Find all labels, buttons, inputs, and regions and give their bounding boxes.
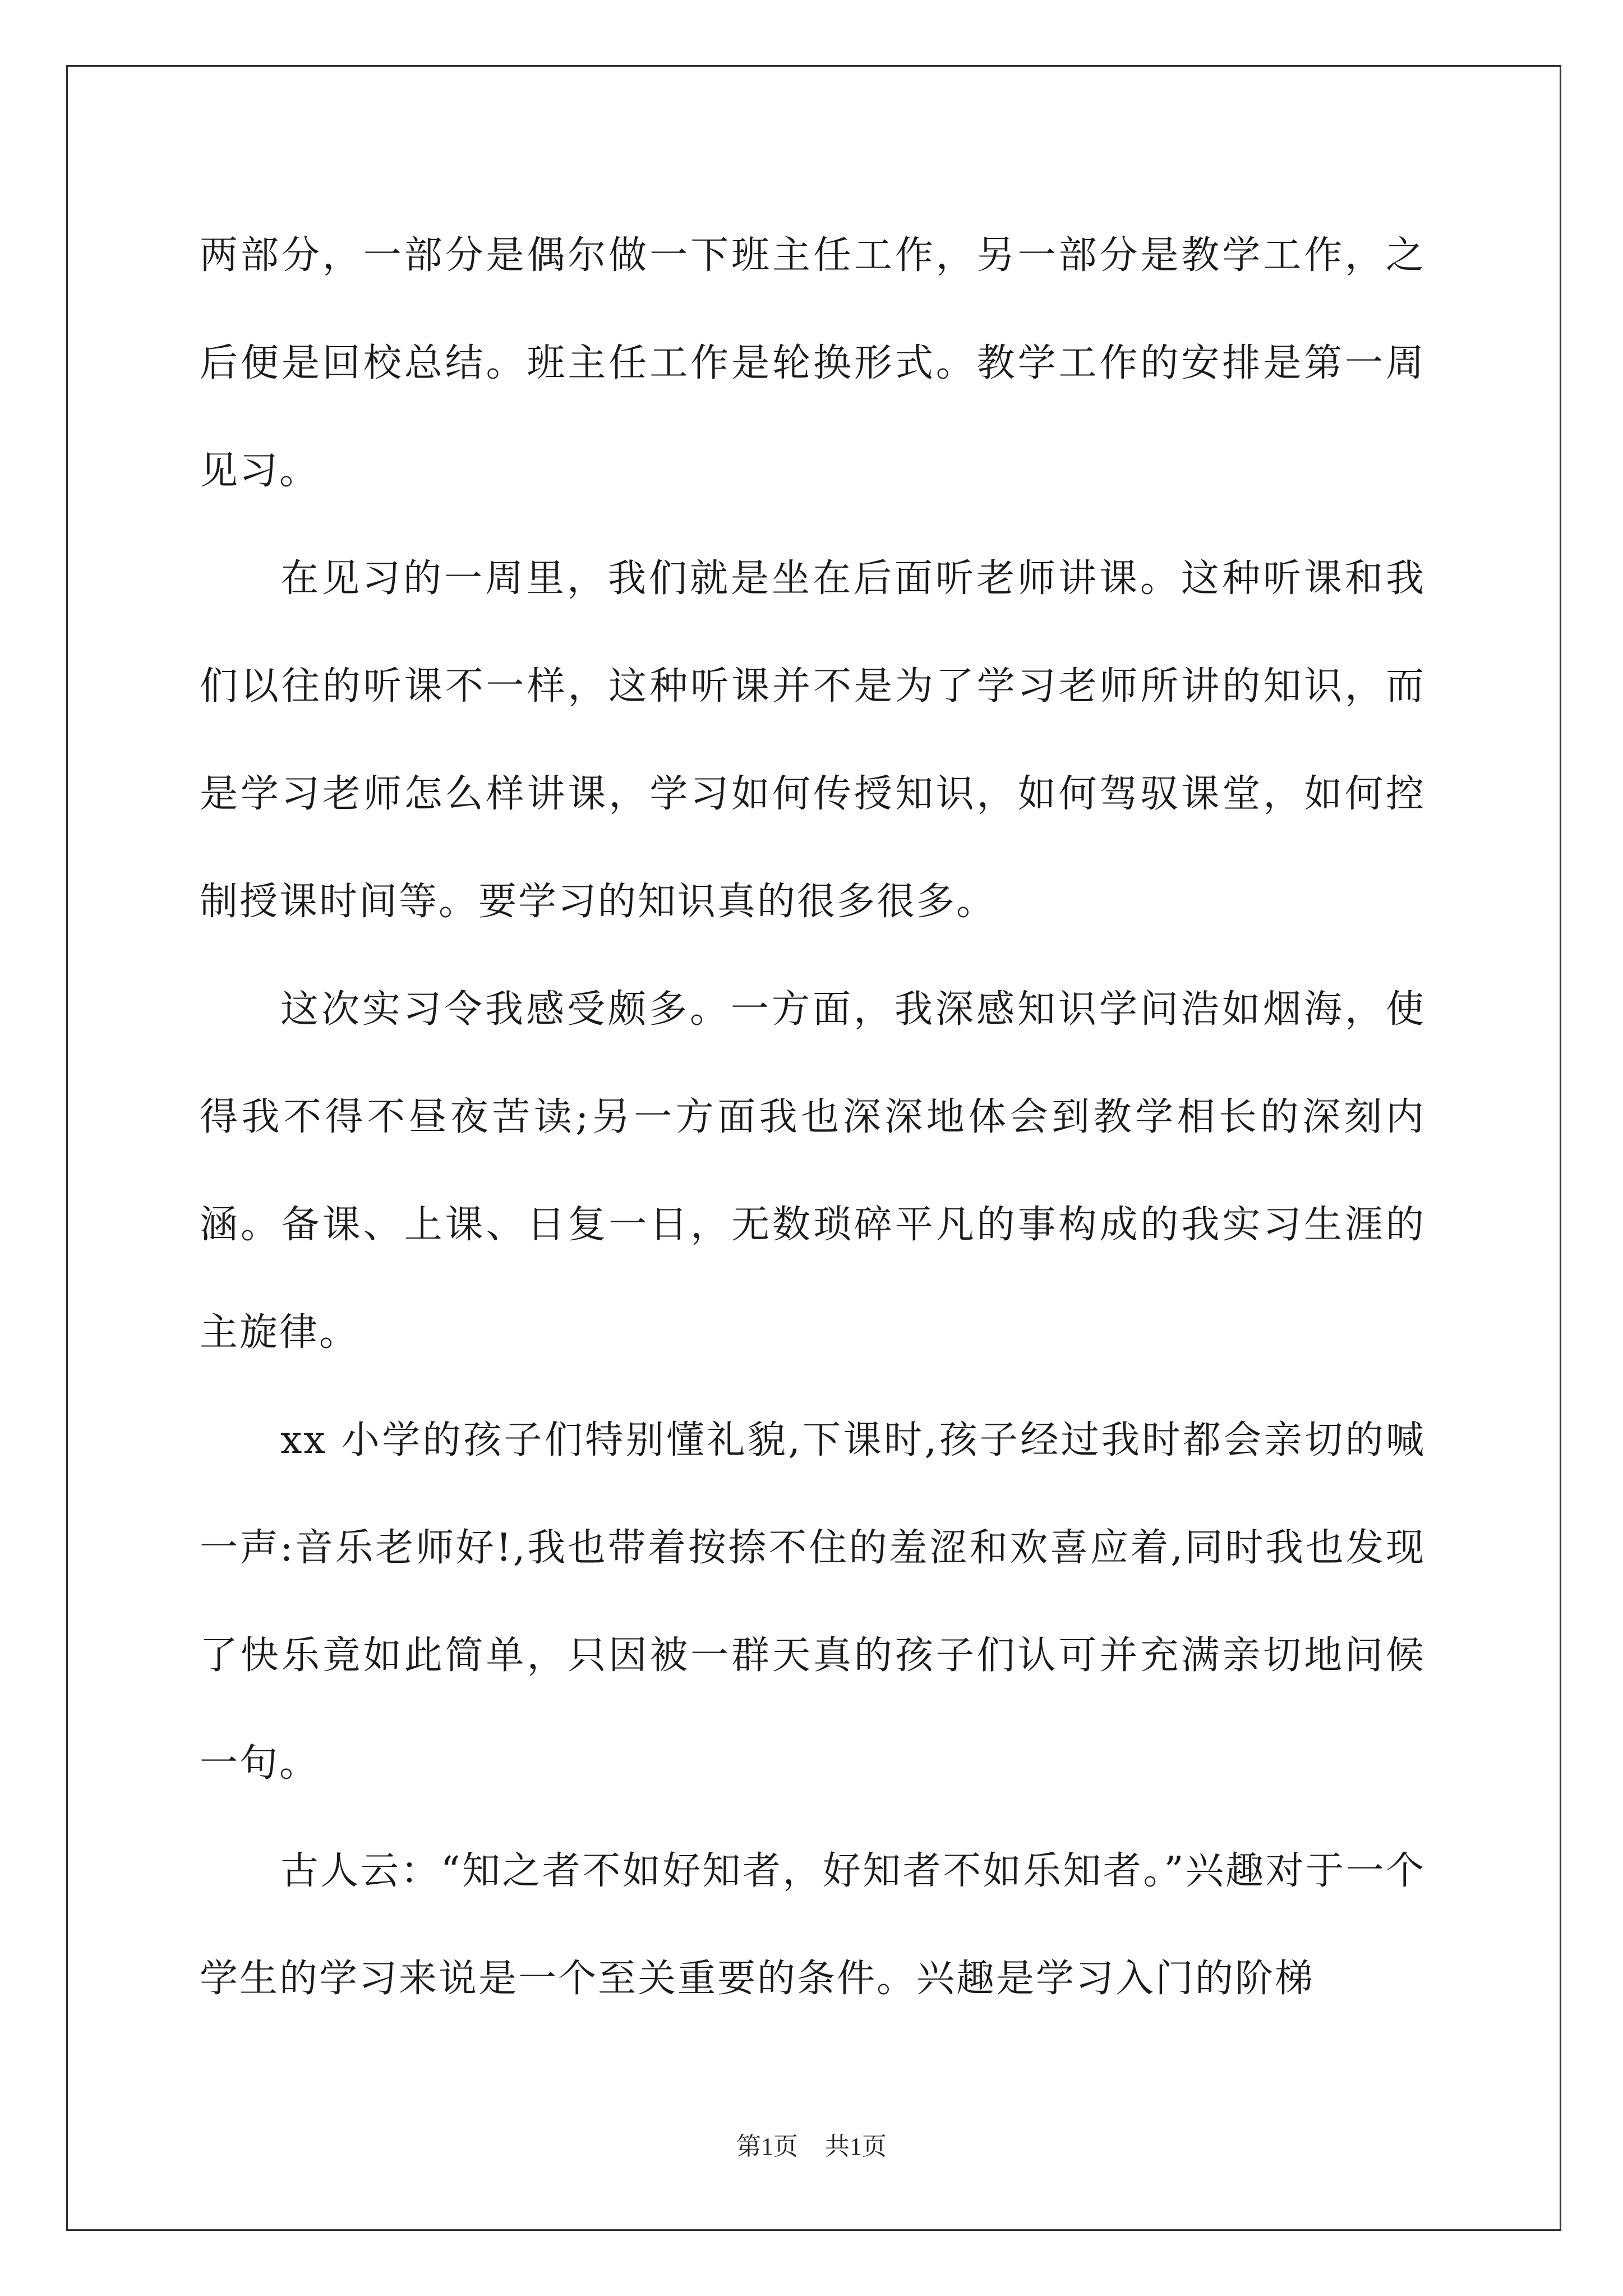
- paragraph: 古人云：“知之者不如好知者，好知者不如乐知者。”兴趣对于一个学生的学习来说是一个至关重要的条件。兴趣是学习入门的阶梯: [200, 1849, 1426, 2001]
- paragraph: 在见习的一周里，我们就是坐在后面听老师讲课。这种听课和我们以往的听课不一样，这种听课并不是为了学习老师所讲的知识，而是学习老师怎么样讲课，学习如何传授知识，如何驾驭课堂，如何控制授课时间等。要学习的知识真的很多很多。: [200, 556, 1426, 924]
- paragraph: 这次实习令我感受颇多。一方面，我深感知识学问浩如烟海，使得我不得不昼夜苦读;另一方面我也深深地体会到教学相长的深刻内涵。备课、上课、日复一日，无数琐碎平凡的事构成的我实习生涯的主旋律。: [200, 987, 1426, 1355]
- page-total: 共1页: [825, 2133, 887, 2160]
- paragraph: 两部分，一部分是偶尔做一下班主任工作，另一部分是教学工作，之后便是回校总结。班主任工作是轮换形式。教学工作的安排是第一周见习。: [200, 233, 1426, 493]
- document-body: [200, 202, 1426, 2033]
- paragraph: xx 小学的孩子们特别懂礼貌,下课时,孩子经过我时都会亲切的喊一声:音乐老师好!,我也带着按捺不住的羞涩和欢喜应着,同时我也发现了快乐竟如此简单，只因被一群天真的孩子们认可并充满亲切地问候一句。: [200, 1418, 1426, 1786]
- page-footer: [0, 2126, 1623, 2162]
- page-number: 第1页: [736, 2133, 798, 2160]
